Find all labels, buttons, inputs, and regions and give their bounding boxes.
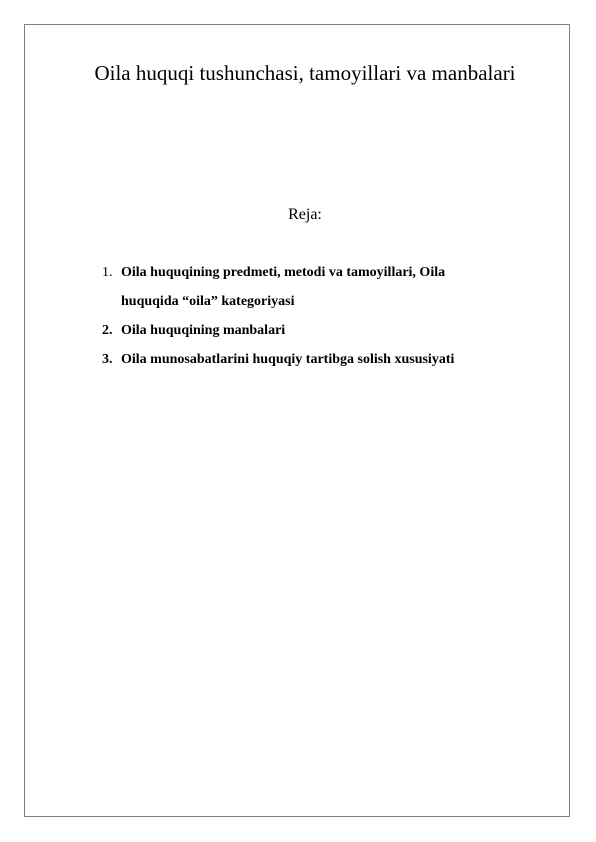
plan-item-text: Oila munosabatlarini huquqiy tartibga solish xususiyati <box>121 352 455 367</box>
plan-item-number: 2. <box>102 323 113 338</box>
plan-item-3 <box>102 345 522 374</box>
plan-item-number: 3. <box>102 352 113 367</box>
plan-item-2 <box>102 316 522 345</box>
page-border <box>24 24 570 817</box>
plan-item-number: 1. <box>102 265 113 280</box>
plan-heading: Reja: <box>288 206 322 223</box>
plan-item-text-line-2: huquqida “oila” kategoriyasi <box>121 294 295 309</box>
plan-item-text <box>121 258 522 316</box>
plan-item-text-line-1: Oila huquqining predmeti, metodi va tamoyillari, Oila <box>121 265 446 280</box>
document-title: Oila huquqi tushunchasi, tamoyillari va manbalari <box>94 61 516 85</box>
plan-item-1 <box>102 258 522 316</box>
plan-list <box>102 258 522 374</box>
plan-item-text: Oila huquqining manbalari <box>121 323 286 338</box>
